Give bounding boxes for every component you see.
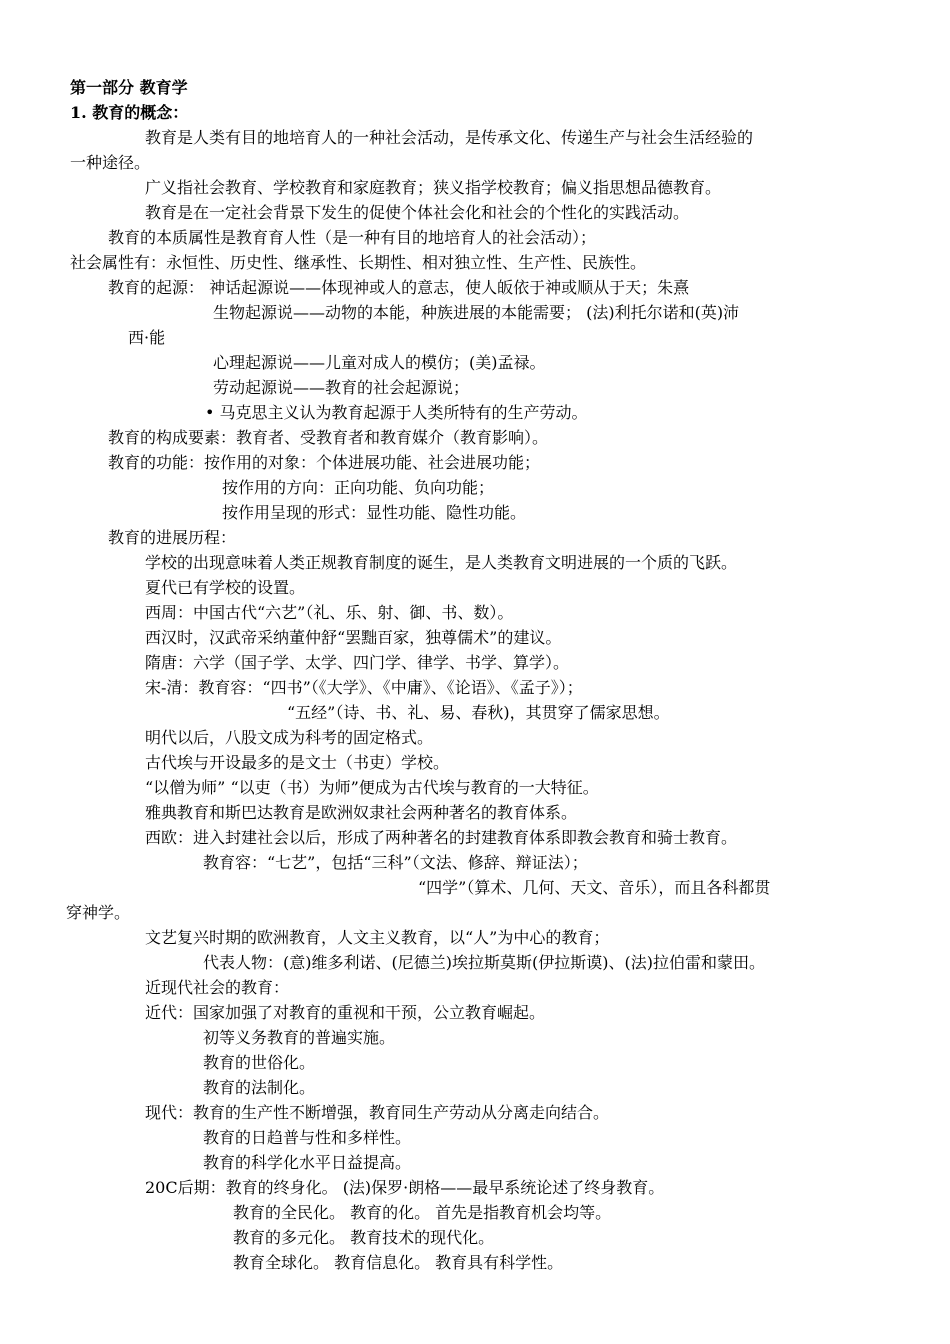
text-line: 教育的多元化。 教育技术的现代化。 — [233, 1228, 495, 1247]
text-line: 教育的功能：按作用的对象：个体进展功能、社会进展功能； — [108, 453, 541, 472]
text-line: “五经”（诗、书、礼、易、春秋)，其贯穿了儒家思想。 — [287, 703, 670, 722]
text-line: 现代：教育的生产性不断增强，教育同生产劳动从分离走向结合。 — [145, 1103, 610, 1122]
text-line: 穿神学。 — [66, 903, 131, 922]
text-line: 教育的进展历程： — [108, 528, 237, 547]
text-line: 教育的构成要素：教育者、受教育者和教育媒介（教育影响）。 — [108, 428, 549, 447]
text-line: 西周：中国古代“六艺”（礼、乐、射、御、书、数）。 — [145, 603, 514, 622]
text-line: “以僧为师” “以吏（书）为师”便成为古代埃与教育的一大特征。 — [145, 778, 599, 797]
text-line: 教育是人类有目的地培育人的一种社会活动，是传承文化、传递生产与社会生活经验的 — [145, 128, 754, 147]
text-line: 教育的科学化水平日益提高。 — [203, 1153, 412, 1172]
text-line: 文艺复兴时期的欧洲教育，人文主义教育，以“人”为中心的教育； — [145, 928, 610, 947]
text-line: 雅典教育和斯巴达教育是欧洲奴隶社会两种著名的教育体系。 — [145, 803, 578, 822]
text-line: 广义指社会教育、学校教育和家庭教育；狭义指学校教育；偏义指思想品德教育。 — [145, 178, 722, 197]
text-line: 按作用的方向：正向功能、负向功能； — [222, 478, 495, 497]
text-line: 一种途径。 — [70, 153, 151, 172]
text-line: 心理起源说——儿童对成人的模仿；(美)孟禄。 — [213, 353, 546, 372]
text-line: 教育全球化。 教育信息化。 教育具有科学性。 — [233, 1253, 564, 1272]
text-line: 明代以后，八股文成为科考的固定格式。 — [145, 728, 434, 747]
text-line: 生物起源说——动物的本能，种族进展的本能需要； (法)利托尔诺和(英)沛 — [213, 303, 740, 322]
text-line: 初等义务教育的普遍实施。 — [203, 1028, 396, 1047]
text-line: 近现代社会的教育： — [145, 978, 290, 997]
text-line: 隋唐：六学（国子学、太学、四门学、律学、书学、算学）。 — [145, 653, 570, 672]
text-line: 20C后期：教育的终身化。 (法)保罗·朗格——最早系统论述了终身教育。 — [145, 1178, 665, 1197]
text-line: 代表人物：(意)维多利诺、(尼德兰)埃拉斯莫斯(伊拉斯谟)、(法)拉伯雷和蒙田。 — [203, 953, 765, 972]
text-line: 教育容：“七艺”，包括“三科”（文法、修辞、辩证法）； — [203, 853, 588, 872]
text-line: 教育的法制化。 — [203, 1078, 316, 1097]
text-line: 劳动起源说——教育的社会起源说； — [213, 378, 470, 397]
text-line: 夏代已有学校的设置。 — [145, 578, 306, 597]
heading-line: 1. 教育的概念： — [70, 103, 189, 122]
text-line: 近代：国家加强了对教育的重视和干预，公立教育崛起。 — [145, 1003, 546, 1022]
text-line: 宋-清：教育容：“四书”（《大学》、《中庸》、《论语》、《孟子》）； — [145, 678, 583, 697]
text-line: 学校的出现意味着人类正规教育制度的诞生，是人类教育文明进展的一个质的飞跃。 — [145, 553, 738, 572]
heading-line: 第一部分 教育学 — [70, 78, 188, 97]
text-line: “四学”（算术、几何、天文、音乐），而且各科都贯 — [418, 878, 771, 897]
text-line: 教育的世俗化。 — [203, 1053, 316, 1072]
text-line: 西·能 — [128, 328, 166, 347]
text-line: 教育的全民化。 教育的化。 首先是指教育机会均等。 — [233, 1203, 612, 1222]
text-line: 古代埃与开设最多的是文士（书吏）学校。 — [145, 753, 450, 772]
text-line: 西汉时，汉武帝采纳董仲舒“罢黜百家，独尊儒术”的建议。 — [145, 628, 562, 647]
text-line: 教育的起源： 神话起源说——体现神或人的意志，使人皈依于神或顺从于天；朱熹 — [108, 278, 690, 297]
text-line: 教育的日趋普与性和多样性。 — [203, 1128, 412, 1147]
text-line: 教育的本质属性是教育育人性（是一种有目的地培育人的社会活动）； — [108, 228, 597, 247]
text-line: 社会属性有：永恒性、历史性、继承性、长期性、相对独立性、生产性、民族性。 — [70, 253, 647, 272]
text-line: • 马克思主义认为教育起源于人类所特有的生产劳动。 — [205, 403, 588, 422]
text-line: 教育是在一定社会背景下发生的促使个体社会化和社会的个性化的实践活动。 — [145, 203, 690, 222]
text-line: 按作用呈现的形式：显性功能、隐性功能。 — [222, 503, 527, 522]
text-line: 西欧：进入封建社会以后，形成了两种著名的封建教育体系即教会教育和骑士教育。 — [145, 828, 738, 847]
